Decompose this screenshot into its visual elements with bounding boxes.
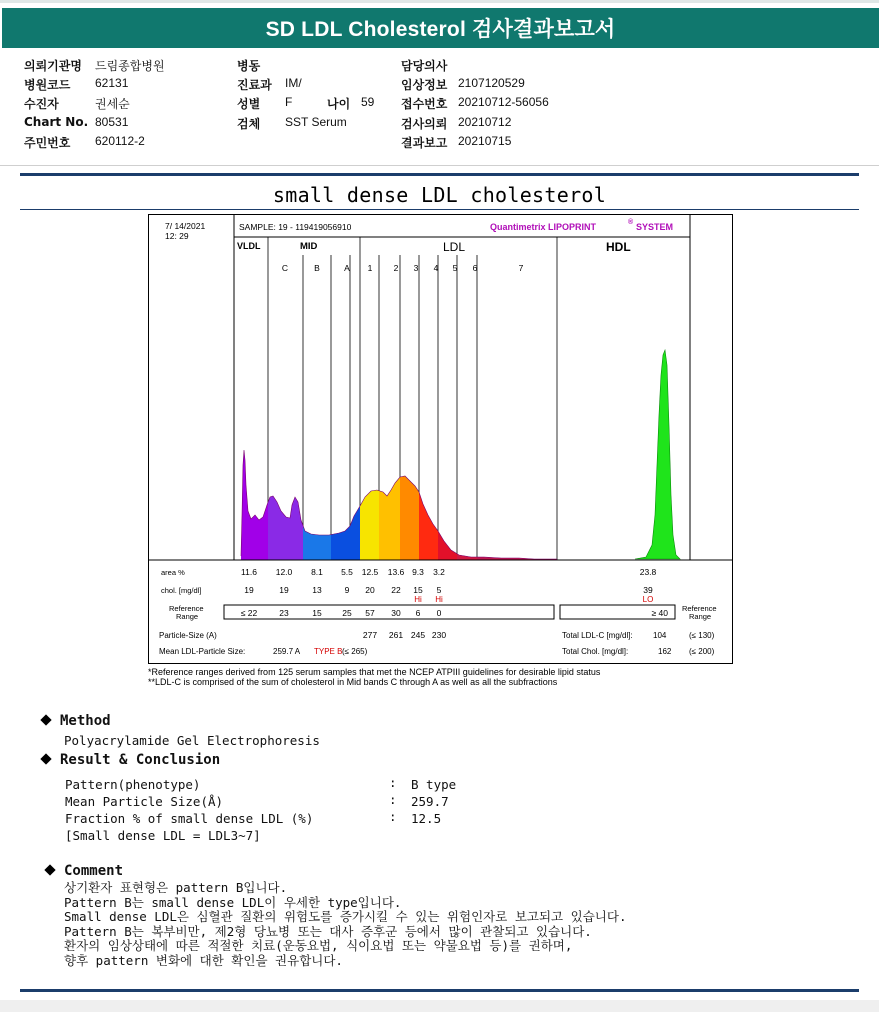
result-date-value: 20210715 — [458, 134, 512, 148]
mean-ref: (≤ 265) — [342, 647, 368, 656]
bottom-rule — [20, 989, 859, 992]
chart-brand-tail: SYSTEM — [636, 222, 674, 232]
band-label-6: 6 — [472, 263, 478, 273]
comment-line: Small dense LDL은 심혈관 질환의 위험도를 증가시킬 수 있는 위험인자로 보고되고 있습니다. — [64, 909, 627, 924]
clinical-value: 2107120529 — [458, 76, 525, 90]
info-separator — [0, 165, 879, 166]
patient-label: 수진자 — [24, 97, 59, 111]
ward-label: 병동 — [237, 59, 261, 73]
chol-cell-6: 15 — [413, 585, 423, 595]
specimen-label: 검체 — [237, 117, 261, 131]
mean-value: 259.7 A — [273, 647, 301, 656]
ref-label — [169, 604, 206, 621]
particle-cell-0: 277 — [362, 630, 378, 640]
area-hdl: 23.8 — [639, 567, 657, 577]
band-label-1: 1 — [367, 263, 373, 273]
group-vldl: VLDL — [237, 241, 261, 251]
hdl-peak — [635, 350, 680, 559]
total-chol-label: Total Chol. [mg/dl]: — [562, 647, 629, 656]
curve-segment — [268, 496, 303, 560]
result-heading-text: Result & Conclusion — [60, 752, 221, 768]
flag-lo-hdl: LO — [642, 595, 654, 604]
result-label-1: Mean Particle Size(Å) — [65, 794, 224, 809]
hospital-code-label: 병원코드 — [24, 78, 71, 92]
chart-no-label: Chart No. — [24, 115, 89, 129]
flag-hi-band4: Hi — [435, 595, 443, 604]
result-sep-2: : — [389, 809, 397, 824]
comment-heading-text: Comment — [64, 863, 124, 879]
band-label-4: 4 — [433, 263, 439, 273]
result-value-0: B type — [411, 777, 457, 792]
area-cell-2: 8.1 — [311, 567, 323, 577]
section-title: small dense LDL cholesterol — [272, 183, 607, 207]
comment-body — [64, 881, 626, 968]
comment-line: 향후 pattern 변화에 대한 확인을 권유합니다. — [64, 952, 343, 968]
clinical-label: 임상정보 — [401, 78, 448, 92]
top-edge — [0, 0, 879, 3]
chart-sample: SAMPLE: 19 - 119419056910 — [239, 222, 352, 232]
chol-cell-1: 19 — [279, 585, 289, 595]
band-label-5: 5 — [452, 263, 458, 273]
result-note: [Small dense LDL = LDL3~7] — [65, 828, 261, 843]
band-label-7: 7 — [518, 263, 524, 273]
method-text: Polyacrylamide Gel Electrophoresis — [64, 733, 320, 748]
curve-segment — [331, 526, 350, 560]
flag-hi-band3: Hi — [414, 595, 422, 604]
chart-brand: Quantimetrix LIPOPRINT — [490, 222, 597, 232]
chol-cell-0: 19 — [244, 585, 254, 595]
sex-value: F — [285, 95, 293, 109]
hospital-code-value: 62131 — [95, 76, 129, 90]
result-sep-1: : — [389, 792, 397, 807]
chol-cell-3: 9 — [344, 585, 350, 595]
result-label-0: Pattern(phenotype) — [65, 777, 201, 792]
row-chol-label: chol. [mg/dl] — [161, 586, 202, 595]
comment-line: Pattern B는 복부비만, 제2형 당뇨병 또는 대사 증후군 등에서 많이 관찰되고 있습니다. — [64, 923, 592, 939]
mean-type: TYPE B — [314, 647, 343, 656]
ref-box-ldl — [224, 605, 554, 619]
id-label: 주민번호 — [24, 136, 71, 150]
area-cell-5: 13.6 — [387, 567, 405, 577]
footnote-2: **LDL-C is comprised of the sum of cholesterol in Mid bands C through A as well as all the subfractions — [148, 677, 558, 687]
report-title-banner — [2, 8, 879, 48]
band-label-3: 3 — [413, 263, 419, 273]
total-chol-ref: (≤ 200) — [689, 647, 715, 656]
chol-cell-4: 20 — [365, 585, 375, 595]
diamond-bullet-icon — [40, 714, 51, 725]
result-date-label: 결과보고 — [401, 136, 448, 150]
result-heading — [42, 752, 220, 768]
method-heading-text: Method — [60, 713, 111, 729]
mean-label: Mean LDL-Particle Size: — [159, 647, 246, 656]
ref-right-line2: Range — [689, 612, 712, 621]
curve-segment — [400, 476, 419, 560]
dept-label: 진료과 — [237, 78, 272, 92]
chol-cell-5: 22 — [391, 585, 401, 595]
comment-line: Pattern B는 small dense LDL이 우세한 type입니다. — [64, 894, 402, 910]
receipt-value: 20210712-56056 — [458, 95, 549, 109]
group-mid: MID — [300, 241, 318, 252]
area-row — [241, 567, 445, 577]
area-cell-0: 11.6 — [241, 567, 257, 577]
ref-label-line1: Reference — [169, 604, 204, 613]
chart-time: 12: 29 — [165, 231, 189, 241]
area-cell-4: 12.5 — [361, 567, 379, 577]
sex-label: 성별 — [237, 97, 261, 111]
id-value: 620112-2 — [95, 134, 145, 148]
result-value-1: 259.7 — [411, 794, 449, 809]
lipoprint-chart — [148, 214, 733, 664]
ref-label-right — [682, 604, 719, 621]
diamond-bullet-icon — [40, 753, 51, 764]
total-ldl-label: Total LDL-C [mg/dl]: — [562, 631, 633, 640]
chart-brand-sup: ® — [628, 219, 634, 226]
request-label: 검사의뢰 — [401, 117, 448, 131]
title-rule — [20, 209, 859, 210]
chart-date: 7/ 14/2021 — [165, 221, 206, 231]
doctor-label: 담당의사 — [401, 59, 448, 73]
area-cell-3: 5.5 — [341, 567, 353, 577]
institution-label: 의뢰기관명 — [24, 59, 82, 73]
footnote-1: *Reference ranges derived from 125 serum samples that met the NCEP ATPIII guidelines for desirable lipid status — [148, 667, 601, 677]
comment-heading — [46, 863, 123, 879]
patient-value: 권세순 — [95, 97, 130, 111]
band-label-B: B — [314, 263, 320, 273]
particle-label: Particle-Size (A) — [159, 631, 217, 640]
ref-hdl: ≥ 40 — [651, 608, 668, 618]
band-label-2: 2 — [393, 263, 399, 273]
report-title: SD LDL Cholesterol 검사결과보고서 — [265, 18, 616, 41]
ref-cell-4: 57 — [365, 608, 375, 618]
dept-value: IM/ — [285, 76, 302, 90]
particle-row — [363, 630, 446, 640]
group-hdl: HDL — [606, 240, 631, 254]
lipoprint-svg — [149, 215, 732, 663]
bottom-edge — [0, 1000, 879, 1012]
group-ldl: LDL — [443, 240, 466, 254]
particle-cell-2: 245 — [410, 630, 426, 640]
ref-cell-0: ≤ 22 — [240, 608, 258, 618]
curve-segment — [419, 492, 438, 560]
result-value-2: 12.5 — [411, 811, 442, 826]
diamond-bullet-icon — [44, 864, 55, 875]
curve-segment — [303, 526, 331, 561]
ref-row — [241, 608, 442, 618]
area-cell-6: 9.3 — [412, 567, 424, 577]
chol-hdl: 39 — [643, 585, 653, 595]
band-labels — [282, 263, 524, 273]
ref-cell-6: 6 — [415, 608, 421, 618]
row-area-label: area % — [161, 568, 185, 577]
chol-row — [244, 585, 441, 595]
ref-cell-5: 30 — [391, 608, 401, 618]
result-label-2: Fraction % of small dense LDL (%) — [65, 811, 314, 826]
chart-no-value: 80531 — [95, 115, 129, 129]
curve-segment — [379, 477, 400, 560]
ref-cell-2: 15 — [312, 608, 322, 618]
chol-cell-7: 5 — [436, 585, 442, 595]
age-value: 59 — [361, 95, 375, 109]
electrophoresis-curve — [241, 350, 680, 560]
chol-cell-2: 13 — [312, 585, 322, 595]
area-cell-1: 12.0 — [275, 567, 293, 577]
band-label-C: C — [281, 263, 289, 273]
receipt-label: 접수번호 — [401, 97, 448, 111]
result-sep-0: : — [389, 775, 397, 790]
ref-cell-7: 0 — [436, 608, 442, 618]
comment-line: 상기환자 표현형은 pattern B입니다. — [64, 880, 288, 895]
total-chol-value: 162 — [658, 647, 672, 656]
ref-right-line1: Reference — [682, 604, 717, 613]
ref-label-line2: Range — [176, 612, 199, 621]
ref-cell-3: 25 — [342, 608, 352, 618]
particle-cell-3: 230 — [431, 630, 447, 640]
band-label-A: A — [344, 263, 350, 273]
institution-value: 드림종합병원 — [95, 59, 165, 73]
area-cell-7: 3.2 — [433, 567, 445, 577]
top-rule — [20, 173, 859, 176]
specimen-value: SST Serum — [285, 115, 347, 129]
total-ldl-value: 104 — [653, 631, 667, 640]
comment-line: 환자의 임상상태에 따른 적절한 치료(운동요법, 식이요법 또는 약물요법 등)를 권하며, — [64, 938, 573, 953]
age-label: 나이 — [327, 97, 351, 111]
method-heading — [42, 713, 111, 729]
particle-cell-1: 261 — [388, 630, 404, 640]
ref-cell-1: 23 — [279, 608, 289, 618]
request-value: 20210712 — [458, 115, 512, 129]
total-ldl-ref: (≤ 130) — [689, 631, 715, 640]
